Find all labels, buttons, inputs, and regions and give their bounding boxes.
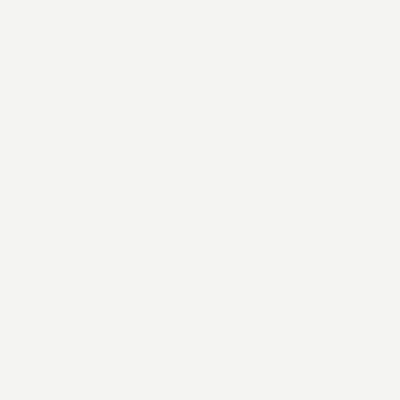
table-headers — [26, 66, 106, 96]
